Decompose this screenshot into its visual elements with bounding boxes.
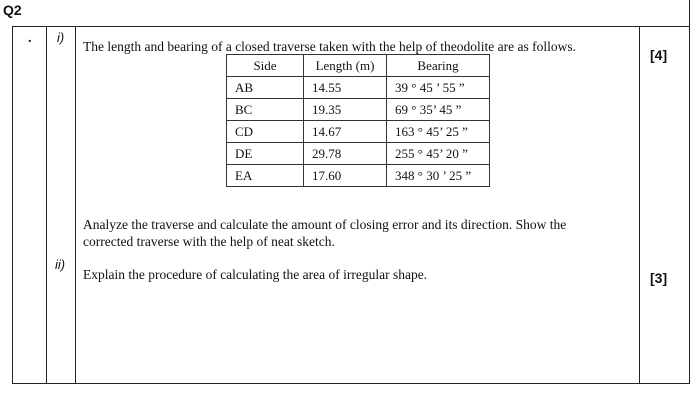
bearing-cell: 69 ° 35’ 45 ”	[387, 99, 490, 121]
bearing-cell: 39 ° 45 ’ 55 ”	[387, 77, 490, 99]
side-cell: BC	[227, 99, 304, 121]
side-cell: CD	[227, 121, 304, 143]
part-2-label: ii)	[55, 257, 66, 272]
part-1-label: i)	[57, 30, 65, 45]
bearing-cell: 163 ° 45’ 25 ”	[387, 121, 490, 143]
bullet-mark: .	[28, 31, 32, 46]
length-cell: 14.55	[304, 77, 387, 99]
column-divider-1	[46, 26, 47, 384]
column-divider-marks	[639, 26, 640, 384]
table-header-row	[227, 55, 490, 77]
part-2-marks: [3]	[650, 270, 668, 286]
length-cell: 14.67	[304, 121, 387, 143]
length-cell: 19.35	[304, 99, 387, 121]
right-border	[689, 0, 690, 384]
column-divider-2	[75, 26, 76, 384]
header-length: Length (m)	[304, 55, 387, 77]
table-row	[227, 143, 490, 165]
part-1-intro: The length and bearing of a closed traverse taken with the help of theodolite are as follows.	[83, 39, 576, 54]
part-1-task-line-2: corrected traverse with the help of neat sketch.	[83, 234, 335, 249]
header-side: Side	[227, 55, 304, 77]
question-number: Q2	[3, 2, 22, 18]
table-row	[227, 77, 490, 99]
side-cell: AB	[227, 77, 304, 99]
part-2-text: Explain the procedure of calculating the area of irregular shape.	[83, 267, 428, 282]
header-bearing: Bearing	[387, 55, 490, 77]
left-border	[12, 26, 13, 384]
bearing-cell: 348 ° 30 ’ 25 ”	[387, 165, 490, 187]
length-cell: 29.78	[304, 143, 387, 165]
table-row	[227, 121, 490, 143]
bottom-border	[12, 383, 690, 384]
side-cell: EA	[227, 165, 304, 187]
part-1-marks: [4]	[650, 47, 668, 63]
part-1-task-line-1: Analyze the traverse and calculate the amount of closing error and its direction. Show the	[83, 217, 567, 232]
table-row	[227, 99, 490, 121]
table-row	[227, 165, 490, 187]
bearing-cell: 255 ° 45’ 20 ”	[387, 143, 490, 165]
side-cell: DE	[227, 143, 304, 165]
length-cell: 17.60	[304, 165, 387, 187]
traverse-table	[226, 54, 490, 187]
top-border	[12, 26, 690, 27]
